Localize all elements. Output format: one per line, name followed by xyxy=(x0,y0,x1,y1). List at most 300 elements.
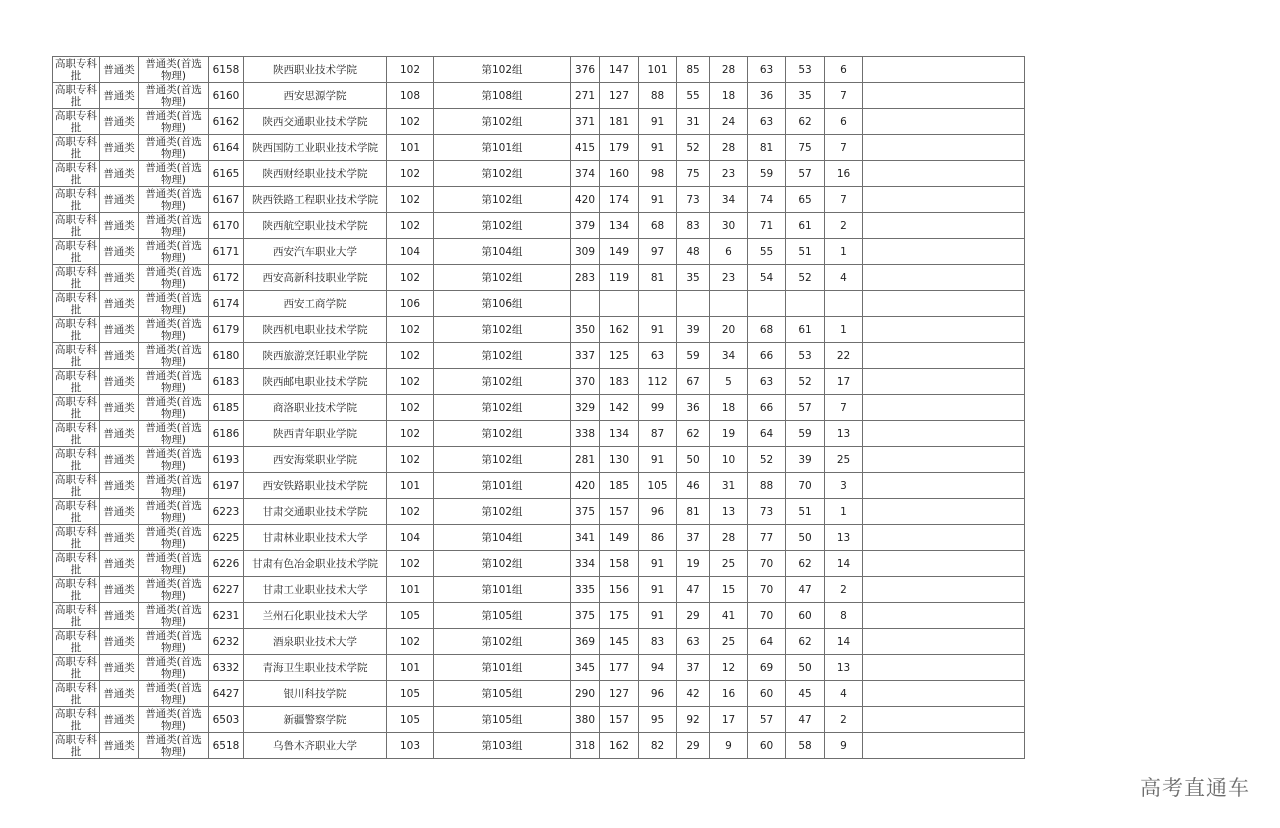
cell-school-code: 6179 xyxy=(209,317,244,343)
cell-score-g: 2 xyxy=(825,707,863,733)
cell-score-g: 7 xyxy=(825,135,863,161)
cell-group-name: 第102组 xyxy=(434,629,571,655)
cell-subject-type: 普通类(首选物理) xyxy=(139,239,209,265)
cell-school-name: 甘肃有色冶金职业技术学院 xyxy=(244,551,387,577)
cell-category: 普通类 xyxy=(100,213,139,239)
cell-plan-count: 271 xyxy=(571,83,600,109)
cell-category: 普通类 xyxy=(100,551,139,577)
cell-score-a: 158 xyxy=(600,551,639,577)
cell-batch: 高职专科批 xyxy=(53,473,100,499)
cell-subject-type: 普通类(首选物理) xyxy=(139,447,209,473)
cell-score-g xyxy=(825,291,863,317)
cell-category: 普通类 xyxy=(100,161,139,187)
cell-plan-count: 375 xyxy=(571,499,600,525)
cell-score-c: 29 xyxy=(677,603,710,629)
cell-subject-type: 普通类(首选物理) xyxy=(139,551,209,577)
cell-score-a: 157 xyxy=(600,499,639,525)
cell-category: 普通类 xyxy=(100,577,139,603)
cell-score-c: 39 xyxy=(677,317,710,343)
cell-score-g: 2 xyxy=(825,577,863,603)
cell-group-code: 102 xyxy=(387,421,434,447)
cell-subject-type: 普通类(首选物理) xyxy=(139,421,209,447)
cell-category: 普通类 xyxy=(100,395,139,421)
cell-group-name: 第102组 xyxy=(434,213,571,239)
cell-group-name: 第102组 xyxy=(434,343,571,369)
cell-subject-type: 普通类(首选物理) xyxy=(139,83,209,109)
table-row xyxy=(53,135,1025,161)
cell-group-name: 第102组 xyxy=(434,317,571,343)
cell-score-d: 30 xyxy=(710,213,748,239)
cell-plan-count: 290 xyxy=(571,681,600,707)
cell-score-g: 7 xyxy=(825,395,863,421)
cell-score-e: 81 xyxy=(748,135,786,161)
cell-score-a: 185 xyxy=(600,473,639,499)
cell-score-f: 59 xyxy=(786,421,825,447)
cell-remarks xyxy=(863,291,1025,317)
cell-score-e: 36 xyxy=(748,83,786,109)
cell-group-name: 第101组 xyxy=(434,655,571,681)
cell-score-a: 134 xyxy=(600,421,639,447)
cell-subject-type: 普通类(首选物理) xyxy=(139,343,209,369)
cell-group-code: 102 xyxy=(387,629,434,655)
cell-score-c xyxy=(677,291,710,317)
cell-subject-type: 普通类(首选物理) xyxy=(139,369,209,395)
cell-batch: 高职专科批 xyxy=(53,265,100,291)
cell-plan-count: 283 xyxy=(571,265,600,291)
cell-subject-type: 普通类(首选物理) xyxy=(139,473,209,499)
cell-group-name: 第101组 xyxy=(434,135,571,161)
cell-score-g: 14 xyxy=(825,551,863,577)
cell-score-c: 75 xyxy=(677,161,710,187)
cell-score-b: 63 xyxy=(639,343,677,369)
cell-plan-count: 370 xyxy=(571,369,600,395)
cell-remarks xyxy=(863,655,1025,681)
cell-score-d: 18 xyxy=(710,395,748,421)
cell-batch: 高职专科批 xyxy=(53,577,100,603)
cell-plan-count: 281 xyxy=(571,447,600,473)
cell-plan-count: 309 xyxy=(571,239,600,265)
cell-score-a: 119 xyxy=(600,265,639,291)
cell-school-name: 兰州石化职业技术大学 xyxy=(244,603,387,629)
cell-school-name: 西安思源学院 xyxy=(244,83,387,109)
cell-score-a: 145 xyxy=(600,629,639,655)
cell-score-f: 52 xyxy=(786,369,825,395)
cell-score-a: 142 xyxy=(600,395,639,421)
table-row xyxy=(53,83,1025,109)
cell-score-f: 52 xyxy=(786,265,825,291)
cell-score-e: 63 xyxy=(748,57,786,83)
cell-score-a: 130 xyxy=(600,447,639,473)
cell-score-b: 91 xyxy=(639,447,677,473)
cell-score-g: 4 xyxy=(825,265,863,291)
table-row xyxy=(53,57,1025,83)
cell-subject-type: 普通类(首选物理) xyxy=(139,395,209,421)
cell-school-name: 银川科技学院 xyxy=(244,681,387,707)
cell-batch: 高职专科批 xyxy=(53,525,100,551)
cell-score-e: 68 xyxy=(748,317,786,343)
cell-group-name: 第101组 xyxy=(434,473,571,499)
cell-remarks xyxy=(863,603,1025,629)
cell-plan-count: 337 xyxy=(571,343,600,369)
cell-score-f: 53 xyxy=(786,57,825,83)
cell-remarks xyxy=(863,187,1025,213)
cell-score-c: 37 xyxy=(677,525,710,551)
cell-score-f: 50 xyxy=(786,525,825,551)
cell-score-d: 23 xyxy=(710,161,748,187)
cell-score-a: 134 xyxy=(600,213,639,239)
cell-score-e: 70 xyxy=(748,603,786,629)
cell-score-a: 162 xyxy=(600,317,639,343)
cell-score-g: 16 xyxy=(825,161,863,187)
cell-group-code: 102 xyxy=(387,369,434,395)
cell-school-code: 6174 xyxy=(209,291,244,317)
cell-score-f: 45 xyxy=(786,681,825,707)
cell-plan-count: 374 xyxy=(571,161,600,187)
cell-category: 普通类 xyxy=(100,629,139,655)
cell-group-name: 第106组 xyxy=(434,291,571,317)
cell-score-c: 31 xyxy=(677,109,710,135)
cell-score-e: 70 xyxy=(748,577,786,603)
cell-school-name: 陕西机电职业技术学院 xyxy=(244,317,387,343)
cell-score-c: 55 xyxy=(677,83,710,109)
cell-group-code: 108 xyxy=(387,83,434,109)
cell-subject-type: 普通类(首选物理) xyxy=(139,603,209,629)
cell-category: 普通类 xyxy=(100,109,139,135)
table-row xyxy=(53,317,1025,343)
cell-plan-count: 338 xyxy=(571,421,600,447)
cell-group-code: 102 xyxy=(387,161,434,187)
cell-batch: 高职专科批 xyxy=(53,707,100,733)
cell-score-e: 63 xyxy=(748,109,786,135)
table-row xyxy=(53,525,1025,551)
cell-score-f: 75 xyxy=(786,135,825,161)
cell-school-name: 商洛职业技术学院 xyxy=(244,395,387,421)
cell-score-f: 65 xyxy=(786,187,825,213)
cell-subject-type: 普通类(首选物理) xyxy=(139,135,209,161)
cell-score-d: 12 xyxy=(710,655,748,681)
cell-score-b: 98 xyxy=(639,161,677,187)
cell-remarks xyxy=(863,681,1025,707)
cell-category: 普通类 xyxy=(100,369,139,395)
table-row xyxy=(53,629,1025,655)
cell-score-c: 29 xyxy=(677,733,710,759)
cell-remarks xyxy=(863,369,1025,395)
cell-score-b: 97 xyxy=(639,239,677,265)
cell-score-a: 179 xyxy=(600,135,639,161)
cell-group-code: 101 xyxy=(387,135,434,161)
cell-score-g: 3 xyxy=(825,473,863,499)
cell-school-name: 甘肃交通职业技术学院 xyxy=(244,499,387,525)
cell-score-f: 50 xyxy=(786,655,825,681)
cell-group-code: 102 xyxy=(387,447,434,473)
cell-score-c: 85 xyxy=(677,57,710,83)
cell-group-code: 102 xyxy=(387,213,434,239)
cell-score-f: 70 xyxy=(786,473,825,499)
cell-score-f: 62 xyxy=(786,629,825,655)
cell-school-code: 6158 xyxy=(209,57,244,83)
cell-score-b: 82 xyxy=(639,733,677,759)
cell-school-name: 陕西旅游烹饪职业学院 xyxy=(244,343,387,369)
cell-remarks xyxy=(863,421,1025,447)
cell-group-code: 105 xyxy=(387,707,434,733)
cell-score-f: 62 xyxy=(786,109,825,135)
cell-category: 普通类 xyxy=(100,57,139,83)
cell-score-d xyxy=(710,291,748,317)
cell-group-name: 第108组 xyxy=(434,83,571,109)
cell-school-name: 陕西铁路工程职业技术学院 xyxy=(244,187,387,213)
cell-score-d: 16 xyxy=(710,681,748,707)
cell-school-name: 西安铁路职业技术学院 xyxy=(244,473,387,499)
cell-group-code: 105 xyxy=(387,681,434,707)
table-row xyxy=(53,369,1025,395)
cell-score-c: 46 xyxy=(677,473,710,499)
cell-group-name: 第102组 xyxy=(434,187,571,213)
cell-score-b: 91 xyxy=(639,551,677,577)
cell-subject-type: 普通类(首选物理) xyxy=(139,499,209,525)
cell-category: 普通类 xyxy=(100,265,139,291)
cell-school-code: 6165 xyxy=(209,161,244,187)
cell-subject-type: 普通类(首选物理) xyxy=(139,733,209,759)
cell-subject-type: 普通类(首选物理) xyxy=(139,213,209,239)
cell-score-e: 64 xyxy=(748,421,786,447)
cell-batch: 高职专科批 xyxy=(53,213,100,239)
cell-score-d: 20 xyxy=(710,317,748,343)
cell-score-e: 63 xyxy=(748,369,786,395)
cell-score-b: 91 xyxy=(639,135,677,161)
cell-school-code: 6518 xyxy=(209,733,244,759)
table-row xyxy=(53,707,1025,733)
cell-plan-count xyxy=(571,291,600,317)
cell-batch: 高职专科批 xyxy=(53,187,100,213)
cell-plan-count: 371 xyxy=(571,109,600,135)
cell-score-d: 9 xyxy=(710,733,748,759)
cell-school-code: 6231 xyxy=(209,603,244,629)
cell-score-a: 147 xyxy=(600,57,639,83)
cell-score-g: 13 xyxy=(825,421,863,447)
cell-score-e: 54 xyxy=(748,265,786,291)
cell-remarks xyxy=(863,499,1025,525)
table-row xyxy=(53,473,1025,499)
cell-subject-type: 普通类(首选物理) xyxy=(139,291,209,317)
cell-category: 普通类 xyxy=(100,733,139,759)
cell-category: 普通类 xyxy=(100,473,139,499)
cell-score-e: 77 xyxy=(748,525,786,551)
cell-batch: 高职专科批 xyxy=(53,161,100,187)
cell-school-name: 甘肃林业职业技术大学 xyxy=(244,525,387,551)
cell-score-d: 13 xyxy=(710,499,748,525)
cell-score-g: 7 xyxy=(825,187,863,213)
cell-school-code: 6172 xyxy=(209,265,244,291)
cell-score-c: 62 xyxy=(677,421,710,447)
cell-remarks xyxy=(863,57,1025,83)
cell-plan-count: 335 xyxy=(571,577,600,603)
cell-school-name: 青海卫生职业技术学院 xyxy=(244,655,387,681)
cell-score-b: 105 xyxy=(639,473,677,499)
cell-plan-count: 329 xyxy=(571,395,600,421)
cell-score-g: 1 xyxy=(825,499,863,525)
cell-score-b: 88 xyxy=(639,83,677,109)
table-row xyxy=(53,655,1025,681)
cell-remarks xyxy=(863,447,1025,473)
cell-subject-type: 普通类(首选物理) xyxy=(139,655,209,681)
cell-score-d: 34 xyxy=(710,343,748,369)
cell-score-e: 71 xyxy=(748,213,786,239)
table-row xyxy=(53,343,1025,369)
cell-group-code: 102 xyxy=(387,109,434,135)
table-row xyxy=(53,421,1025,447)
cell-category: 普通类 xyxy=(100,603,139,629)
cell-batch: 高职专科批 xyxy=(53,603,100,629)
cell-score-g: 14 xyxy=(825,629,863,655)
cell-category: 普通类 xyxy=(100,499,139,525)
cell-group-name: 第102组 xyxy=(434,395,571,421)
cell-score-e: 64 xyxy=(748,629,786,655)
cell-school-code: 6427 xyxy=(209,681,244,707)
cell-score-d: 28 xyxy=(710,57,748,83)
cell-group-code: 101 xyxy=(387,473,434,499)
cell-remarks xyxy=(863,317,1025,343)
cell-score-c: 48 xyxy=(677,239,710,265)
cell-score-c: 67 xyxy=(677,369,710,395)
cell-school-code: 6171 xyxy=(209,239,244,265)
table-row xyxy=(53,551,1025,577)
cell-score-f: 53 xyxy=(786,343,825,369)
cell-score-b: 112 xyxy=(639,369,677,395)
cell-category: 普通类 xyxy=(100,421,139,447)
cell-score-a: 177 xyxy=(600,655,639,681)
cell-score-a: 127 xyxy=(600,681,639,707)
cell-score-f: 51 xyxy=(786,239,825,265)
cell-score-a: 162 xyxy=(600,733,639,759)
cell-score-a: 174 xyxy=(600,187,639,213)
cell-score-g: 4 xyxy=(825,681,863,707)
cell-category: 普通类 xyxy=(100,187,139,213)
cell-score-b: 96 xyxy=(639,681,677,707)
table-row xyxy=(53,109,1025,135)
cell-school-code: 6170 xyxy=(209,213,244,239)
cell-score-d: 28 xyxy=(710,525,748,551)
cell-score-d: 18 xyxy=(710,83,748,109)
cell-score-e: 52 xyxy=(748,447,786,473)
cell-score-c: 81 xyxy=(677,499,710,525)
cell-score-e: 59 xyxy=(748,161,786,187)
cell-subject-type: 普通类(首选物理) xyxy=(139,577,209,603)
cell-group-name: 第101组 xyxy=(434,577,571,603)
cell-score-e: 66 xyxy=(748,343,786,369)
cell-school-code: 6160 xyxy=(209,83,244,109)
cell-score-c: 36 xyxy=(677,395,710,421)
table-row xyxy=(53,213,1025,239)
cell-group-name: 第105组 xyxy=(434,707,571,733)
cell-score-d: 23 xyxy=(710,265,748,291)
cell-score-f: 39 xyxy=(786,447,825,473)
table-row xyxy=(53,577,1025,603)
cell-score-d: 10 xyxy=(710,447,748,473)
cell-group-code: 102 xyxy=(387,395,434,421)
cell-score-g: 1 xyxy=(825,317,863,343)
cell-group-name: 第102组 xyxy=(434,161,571,187)
cell-score-b xyxy=(639,291,677,317)
cell-group-code: 102 xyxy=(387,499,434,525)
cell-category: 普通类 xyxy=(100,655,139,681)
cell-school-name: 酒泉职业技术大学 xyxy=(244,629,387,655)
cell-score-f: 62 xyxy=(786,551,825,577)
cell-score-d: 19 xyxy=(710,421,748,447)
cell-school-code: 6162 xyxy=(209,109,244,135)
table-body xyxy=(53,57,1025,759)
cell-score-f: 61 xyxy=(786,213,825,239)
cell-score-c: 19 xyxy=(677,551,710,577)
cell-score-d: 17 xyxy=(710,707,748,733)
cell-plan-count: 420 xyxy=(571,187,600,213)
cell-score-f: 51 xyxy=(786,499,825,525)
cell-group-name: 第102组 xyxy=(434,447,571,473)
cell-score-d: 41 xyxy=(710,603,748,629)
cell-score-d: 25 xyxy=(710,629,748,655)
cell-score-g: 8 xyxy=(825,603,863,629)
cell-category: 普通类 xyxy=(100,83,139,109)
cell-score-c: 52 xyxy=(677,135,710,161)
cell-remarks xyxy=(863,161,1025,187)
cell-score-b: 68 xyxy=(639,213,677,239)
table-row xyxy=(53,161,1025,187)
cell-batch: 高职专科批 xyxy=(53,551,100,577)
cell-subject-type: 普通类(首选物理) xyxy=(139,187,209,213)
table-row xyxy=(53,265,1025,291)
cell-plan-count: 375 xyxy=(571,603,600,629)
cell-school-name: 陕西交通职业技术学院 xyxy=(244,109,387,135)
cell-score-a: 175 xyxy=(600,603,639,629)
cell-remarks xyxy=(863,109,1025,135)
watermark-logo-text: 高考直通车 xyxy=(1140,776,1250,800)
cell-group-name: 第104组 xyxy=(434,525,571,551)
cell-score-b: 91 xyxy=(639,577,677,603)
cell-score-e: 88 xyxy=(748,473,786,499)
cell-subject-type: 普通类(首选物理) xyxy=(139,109,209,135)
cell-school-name: 西安高新科技职业学院 xyxy=(244,265,387,291)
cell-group-code: 104 xyxy=(387,525,434,551)
cell-group-name: 第102组 xyxy=(434,421,571,447)
cell-score-a: 125 xyxy=(600,343,639,369)
cell-remarks xyxy=(863,343,1025,369)
cell-group-code: 104 xyxy=(387,239,434,265)
cell-batch: 高职专科批 xyxy=(53,317,100,343)
cell-score-g: 13 xyxy=(825,525,863,551)
cell-batch: 高职专科批 xyxy=(53,447,100,473)
cell-batch: 高职专科批 xyxy=(53,239,100,265)
cell-subject-type: 普通类(首选物理) xyxy=(139,525,209,551)
cell-score-f: 61 xyxy=(786,317,825,343)
cell-plan-count: 376 xyxy=(571,57,600,83)
cell-score-c: 59 xyxy=(677,343,710,369)
cell-score-g: 2 xyxy=(825,213,863,239)
cell-score-b: 81 xyxy=(639,265,677,291)
cell-school-code: 6180 xyxy=(209,343,244,369)
cell-score-g: 1 xyxy=(825,239,863,265)
cell-school-name: 甘肃工业职业技术大学 xyxy=(244,577,387,603)
cell-batch: 高职专科批 xyxy=(53,655,100,681)
cell-batch: 高职专科批 xyxy=(53,499,100,525)
cell-group-name: 第103组 xyxy=(434,733,571,759)
cell-school-code: 6232 xyxy=(209,629,244,655)
cell-score-d: 6 xyxy=(710,239,748,265)
cell-batch: 高职专科批 xyxy=(53,369,100,395)
cell-score-c: 47 xyxy=(677,577,710,603)
cell-group-name: 第104组 xyxy=(434,239,571,265)
cell-score-f xyxy=(786,291,825,317)
cell-score-c: 35 xyxy=(677,265,710,291)
cell-score-b: 96 xyxy=(639,499,677,525)
